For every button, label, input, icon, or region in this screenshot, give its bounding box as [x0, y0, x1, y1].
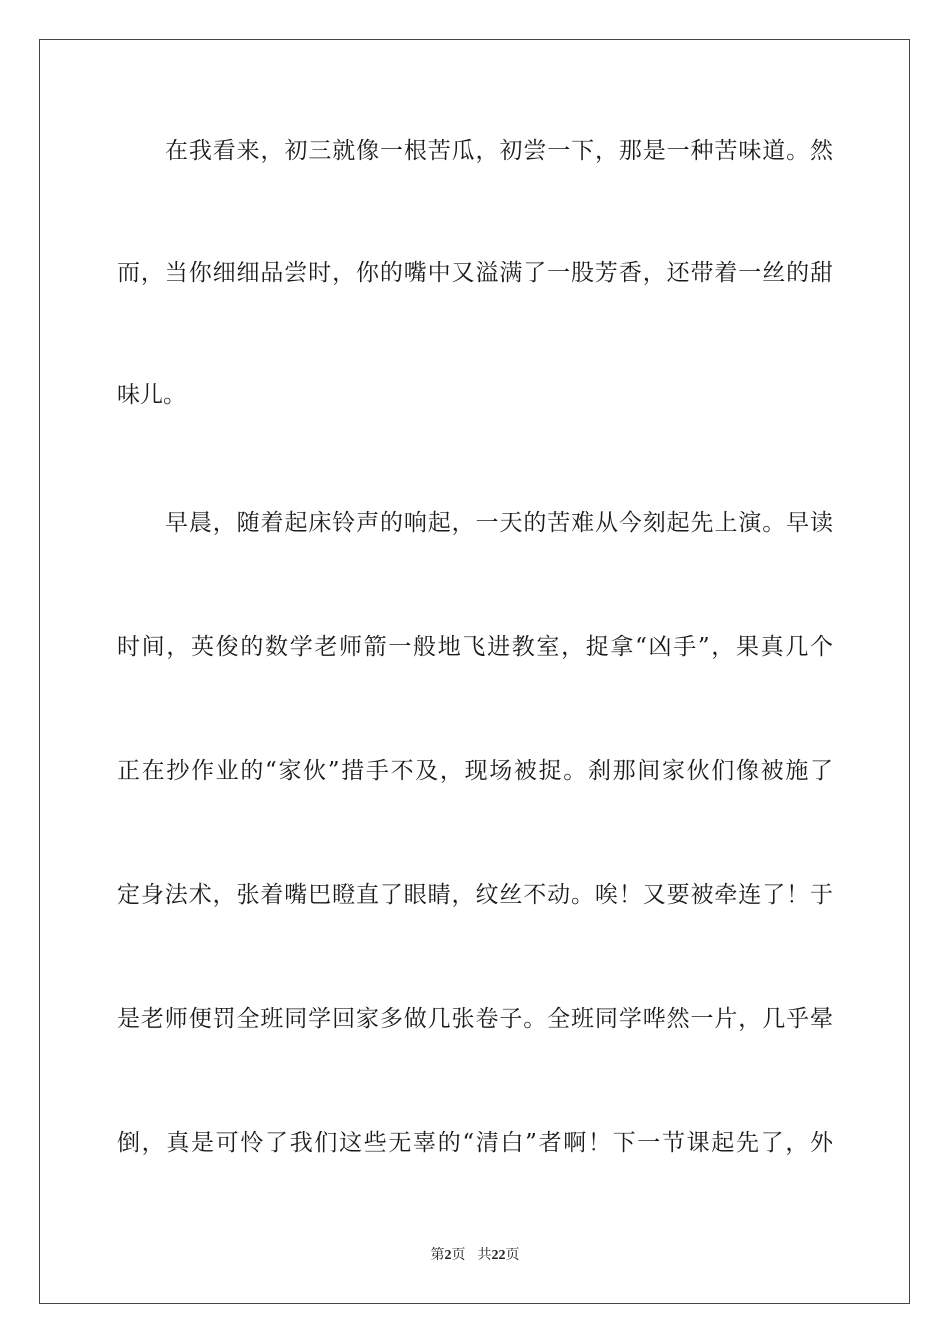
paragraph-2-line-6: 倒，真是可怜了我们这些无辜的“清白”者啊！下一节课起先了，外 [117, 1130, 833, 1156]
paragraph-2-line-3: 正在抄作业的“家伙”措手不及，现场被捉。刹那间家伙们像被施了 [117, 758, 833, 784]
page-number: 2 [444, 1248, 452, 1263]
paragraph-1-line-1: 在我看来，初三就像一根苦瓜，初尝一下，那是一种苦味道。然 [165, 138, 833, 164]
total-suffix: 页 [505, 1247, 520, 1263]
page-border [39, 39, 910, 1304]
paragraph-2-line-5: 是老师便罚全班同学回家多做几张卷子。全班同学哗然一片，几乎晕 [117, 1006, 833, 1032]
page-prefix: 第 [430, 1247, 445, 1263]
paragraph-2-line-2: 时间，英俊的数学老师箭一般地飞进教室，捉拿“凶手”，果真几个 [117, 634, 833, 660]
total-prefix: 共 [477, 1247, 492, 1263]
total-pages: 22 [491, 1248, 506, 1263]
paragraph-1-line-2: 而，当你细细品尝时，你的嘴中又溢满了一股芳香，还带着一丝的甜 [117, 260, 833, 286]
paragraph-2-line-4: 定身法术，张着嘴巴瞪直了眼睛，纹丝不动。唉！又要被牵连了！于 [117, 882, 833, 908]
page-suffix: 页 [451, 1247, 466, 1263]
paragraph-1-line-3: 味儿。 [117, 382, 186, 408]
paragraph-2-line-1: 早晨，随着起床铃声的响起，一天的苦难从今刻起先上演。早读 [165, 510, 833, 536]
page-footer [0, 1246, 950, 1265]
